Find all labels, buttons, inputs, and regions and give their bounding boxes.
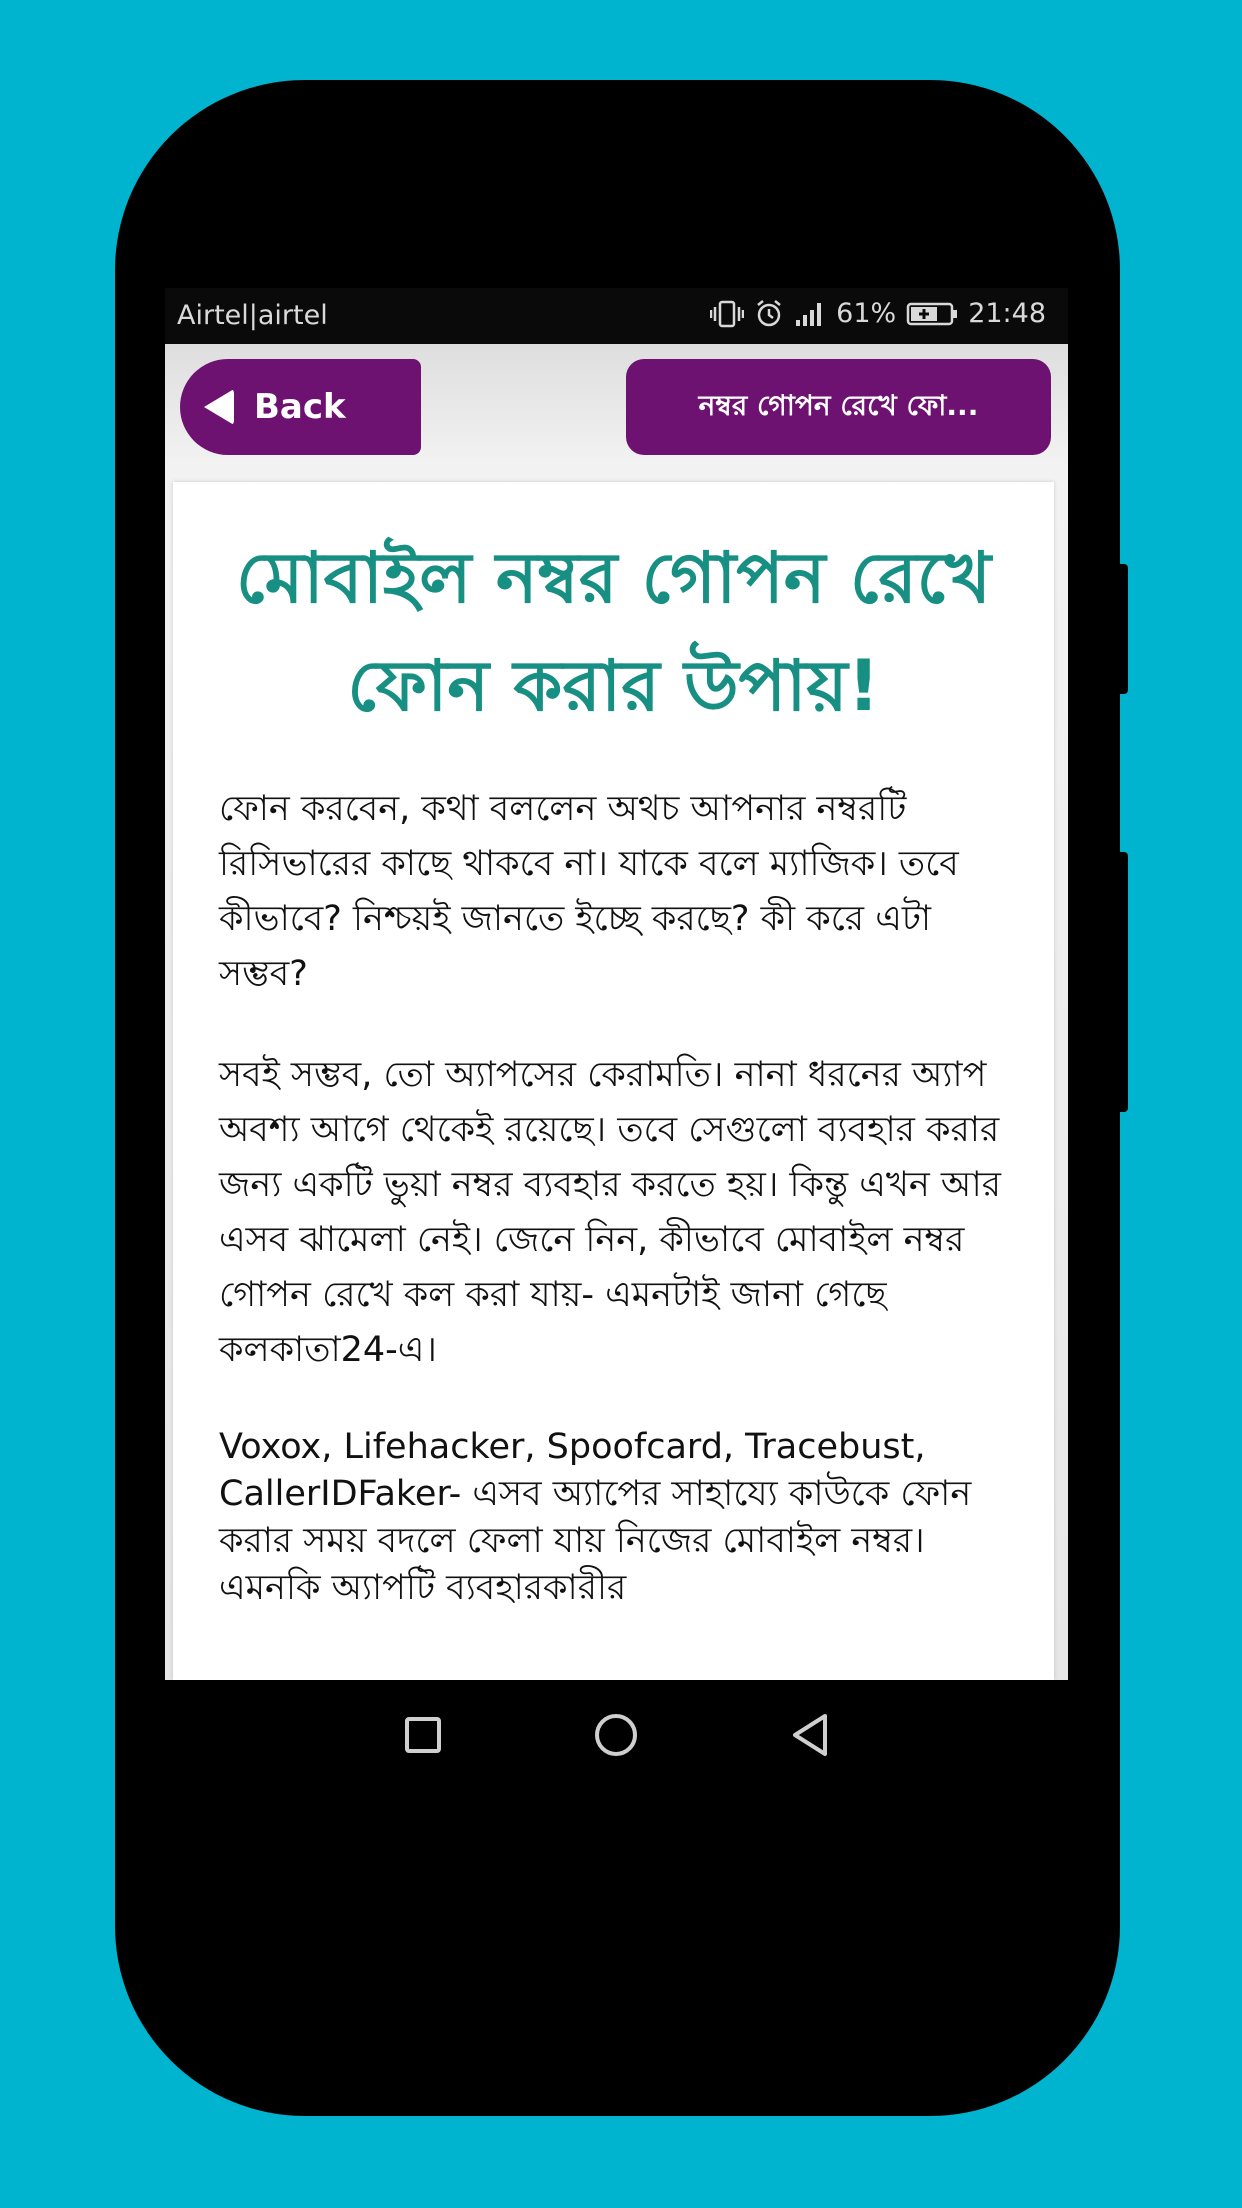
home-circle-icon[interactable] <box>593 1712 639 1758</box>
article-paragraph: ফোন করবেন, কথা বললেন অথচ আপনার নম্বরটি রিসিভারের কাছে থাকবে না। যাকে বলে ম্যাজিক। তবে কীভাবে? নিশ্চয়ই জানতে ইচ্ছে করছে? কী করে এটা সম্ভব? <box>219 789 959 994</box>
carrier-name: Airtel|airtel <box>177 300 328 331</box>
battery-charging-icon <box>906 301 958 327</box>
article-content[interactable] <box>173 482 1054 1680</box>
navigation-bar <box>165 1680 1068 1790</box>
article-paragraph: সবই সম্ভব, তো অ্যাপসের কেরামতি। নানা ধরনের অ্যাপ অবশ্য আগে থেকেই রয়েছে। তবে সেগুলো ব্যবহার করার জন্য একটি ভুয়া নম্বর ব্যবহার করতে হয়। কিন্তু এখন আর এসব ঝামেলা নেই। জেনে নিন, কীভাবে মোবাইল নম্বর গোপন রেখে কল করা যায়- এমনটাই জানা গেছে কলকাতা24-এ। <box>219 1055 1001 1370</box>
status-icons <box>710 298 1046 329</box>
volume-button <box>1114 564 1128 694</box>
signal-icon <box>794 300 826 328</box>
battery-percent: 61% <box>836 298 897 329</box>
back-button[interactable] <box>180 359 421 455</box>
back-arrow-icon <box>204 389 234 425</box>
recents-square-icon[interactable] <box>403 1715 443 1755</box>
phone-screen <box>165 288 1068 1790</box>
clock: 21:48 <box>968 298 1046 329</box>
vibrate-icon <box>710 299 744 329</box>
article-title-label: নম্বর গোপন রেখে ফো... <box>698 388 979 422</box>
article-heading: মোবাইল নম্বর গোপন রেখে ফোন করার উপায়! <box>236 537 991 727</box>
app-view <box>165 344 1068 1680</box>
article-paragraph: Voxox, Lifehacker, Spoofcard, Tracebust, CallerIDFaker- এসব অ্যাপের সাহায্যে কাউকে ফোন করার সময় বদলে ফেলা যায় নিজের মোবাইল নম্বর। এমনকি অ্যাপটি ব্যবহারকারীর <box>219 1427 972 1608</box>
back-button-label: Back <box>254 387 346 427</box>
article-title-button[interactable] <box>626 359 1051 455</box>
status-bar <box>165 288 1068 344</box>
back-triangle-icon[interactable] <box>789 1712 831 1758</box>
alarm-icon <box>754 299 784 329</box>
power-button <box>1114 852 1128 1112</box>
